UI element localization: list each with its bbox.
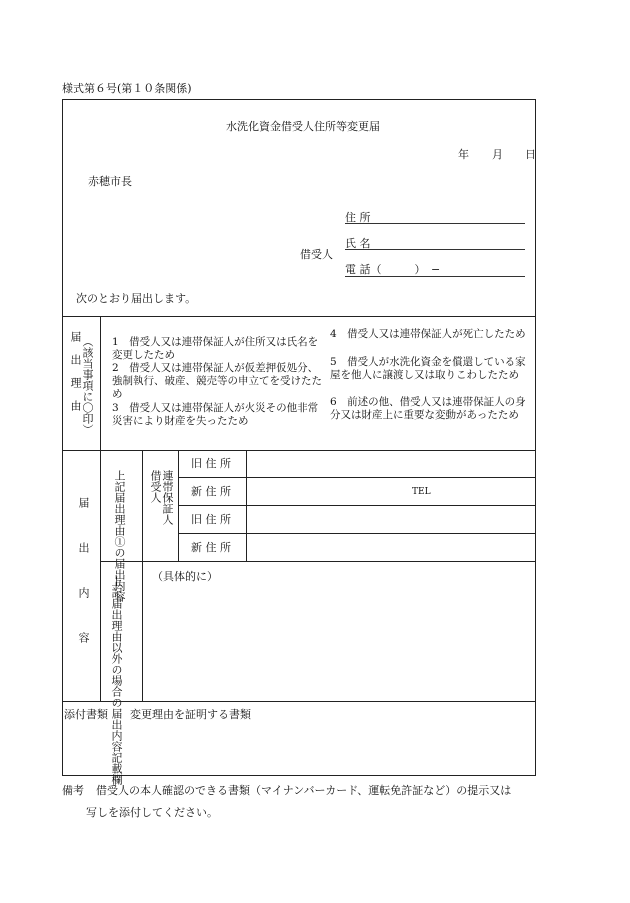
borrower-old-address-field[interactable] [247,451,535,476]
remarks-line-2: 写しを添付してください。 [86,806,218,819]
content-label: 届出内容 [77,497,90,677]
date-year[interactable]: 年 [458,148,469,161]
divider-reason-top [62,316,536,317]
date-month[interactable]: 月 [492,148,503,161]
divider-reason-v [100,316,101,450]
addressee: 赤穂市長 [88,175,132,188]
attachments-label: 添付書類 [64,708,108,721]
attachments-value: 変更理由を証明する書類 [130,708,251,721]
form-title: 水洗化資金借受人住所等変更届 [226,120,380,133]
reason-note: （該当事項に〇印） [81,336,94,435]
guarantor-group-label: 連帯保証人 [161,470,174,525]
name-field[interactable] [345,249,525,250]
name-label: 氏 名 [345,237,371,250]
guarantor-old-address-field[interactable] [247,506,535,532]
phone-field[interactable] [345,276,525,277]
reason-item-4: 4 借受人又は連帯保証人が死亡したため [330,328,526,340]
case1-label: 上記届出理由①の届出内容 [113,470,126,602]
case2-label: 上記届出理由以外の場合の届出内容記載欄 [110,576,123,785]
divider-content-v [100,450,101,701]
reason-item-2: 2 借受人又は連帯保証人が仮差押仮処分、強制執行、破産、競売等の申立てを受けたため [112,362,322,400]
date-day[interactable]: 日 [525,148,536,161]
phone-label: 電 話（ ） − [345,263,441,276]
divider-attachments-top [62,701,536,702]
reason-item-5: 5 借受人が水洗化資金を償還している家屋を他人に譲渡し又は取りこわしたため [330,356,526,381]
guarantor-old-address-label: 旧 住 所 [191,513,231,526]
address-label: 住 所 [345,211,371,224]
guarantor-new-address-label: 新 住 所 [191,541,231,554]
divider-case2-top [100,561,536,562]
guarantor-new-address-field[interactable] [247,534,535,560]
reason-item-3: 3 借受人又は連帯保証人が火災その他非常災害により財産を失ったため [112,402,319,427]
borrower-label: 借受人 [300,248,333,261]
intro-text: 次のとおり届出します。 [76,292,197,305]
specific-field[interactable] [143,585,535,700]
borrower-new-address-field[interactable] [247,478,535,504]
remarks-line-1: 借受人の本人確認のできる書類（マイナンバーカード、運転免許証など）の提示又は [96,784,512,797]
remarks-label: 備考 [62,784,84,797]
form-number: 様式第６号(第１０条関係) [62,82,192,95]
address-field[interactable] [345,223,525,224]
new-address-label: 新 住 所 [191,485,231,498]
borrower-group-label: 借受人 [149,470,162,503]
specific-label: （具体的に） [152,570,218,583]
tel-label: TEL [412,487,431,497]
reason-item-1: 1 借受人又は連帯保証人が住所又は氏名を変更したため [112,336,319,361]
old-address-label: 旧 住 所 [191,457,231,470]
reason-label: 届出理由 [69,331,82,423]
reason-item-6: 6 前述の他、借受人又は連帯保証人の身分又は財産上に重要な変動があったため [330,396,526,421]
